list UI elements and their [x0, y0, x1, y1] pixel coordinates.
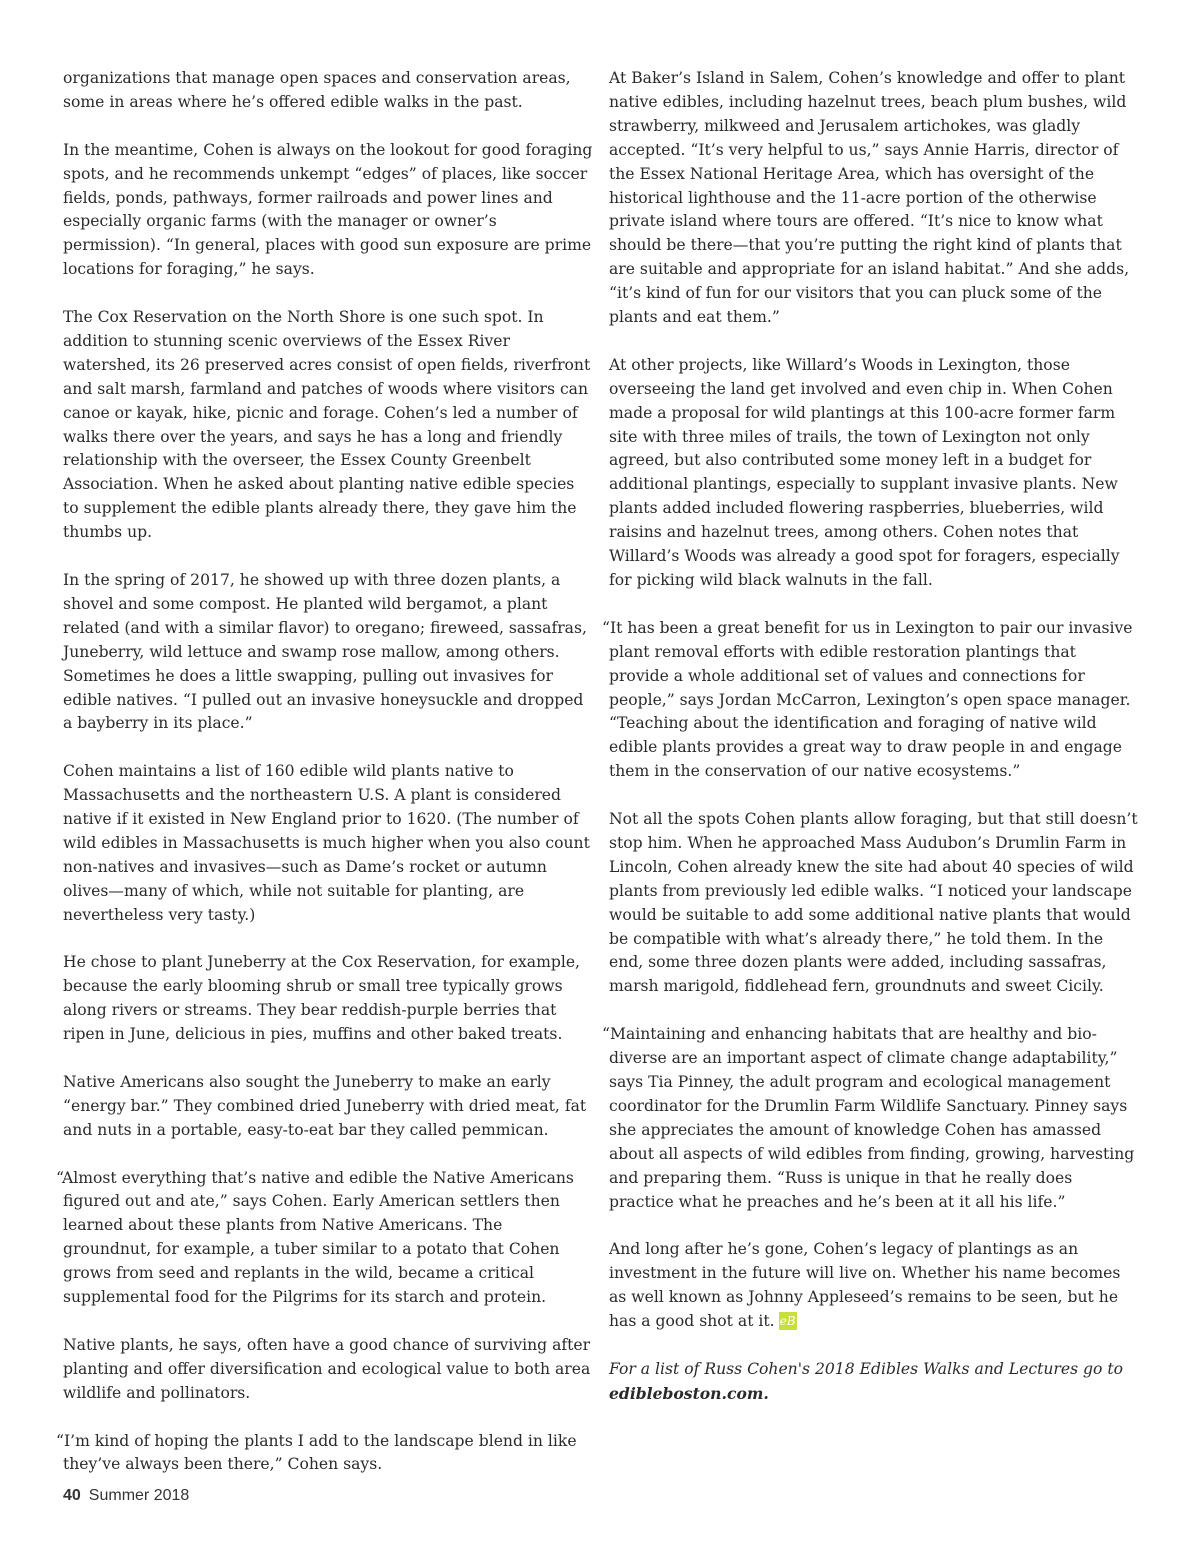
article-right-column: [602, 67, 1139, 1431]
paragraph: At other projects, like Willard’s Woods in Lexington, those overseeing the land get involved and even chip in. When Cohen made a proposal for wild plantings at this 100-acre former farm site with three miles of trails, the town of Lexington not only agreed, but also contributed some money left in a budget for additional plantings, especially to supplant invasive plants. New plants added included flowering raspberries, blueberries, wild raisins and hazelnut trees, among others. Cohen notes that Willard’s Woods was already a good spot for foragers, especially for picking wild black walnuts in the fall.: [609, 355, 1120, 590]
paragraph: organizations that manage open spaces and conservation areas, some in areas where he’s offered edible walks in the past.: [63, 69, 571, 111]
issue-label: Summer 2018: [88, 1487, 190, 1504]
paragraph: Not all the spots Cohen plants allow foraging, but that still doesn’t stop him. When he approached Mass Audubon’s Drumlin Farm in Lincoln, Cohen already knew the site had about 40 species of wild plants from previously led edible walks. “I noticed your landscape would be suitable to add some additional native plants that would be compatible with what’s already there,” he told them. In the end, some three dozen plants were added, including sassafras, marsh marigold, fiddlehead fern, groundnuts and sweet Cicily.: [609, 810, 1138, 996]
paragraph: The Cox Reservation on the North Shore is one such spot. In addition to stunning scenic overviews of the Essex River watershed, its 26 preserved acres consist of open fields, riverfront and salt marsh, farmland and patches of woods where visitors can canoe or kayak, hike, picnic and forage. Cohen’s led a number of walks there over the years, and says he has a long and friendly relationship with the overseer, the Essex County Greenbelt Association. When he asked about planting native edible species to supplement the edible plants already there, they gave him the thumbs up.: [63, 308, 591, 542]
closing-paragraph: [609, 1238, 1139, 1334]
website-link[interactable]: edibleboston.com.: [609, 1383, 769, 1403]
paragraph-text: And long after he’s gone, Cohen’s legacy of plantings as an investment in the future will live on. Whether his name becomes as well known as Johnny Appleseed’s remains to be seen, but he has a good shot at it.: [609, 1240, 1121, 1331]
editor-note: [609, 1358, 1139, 1407]
article-left-column: [56, 67, 593, 1501]
paragraph: “Maintaining and enhancing habitats that are healthy and bio-diverse are an important aspect of climate change adaptability,” says Tia Pinney, the adult program and ecological management coordinator for the Drumlin Farm Wildlife Sanctuary. Pinney says she appreciates the amount of knowledge Cohen has amassed about all aspects of wild edibles from finding, growing, harvesting and preparing them. “Russ is unique in that he really does practice what he preaches and he’s been at it all his life.”: [602, 1025, 1135, 1211]
editor-note-text: For a list of Russ Cohen's 2018 Edibles Walks and Lectures go to: [609, 1359, 1124, 1378]
page-number: 40: [63, 1487, 81, 1504]
paragraph: Native plants, he says, often have a good chance of surviving after planting and offer diversification and ecological value to both area wildlife and pollinators.: [63, 1335, 591, 1402]
paragraph: In the meantime, Cohen is always on the lookout for good foraging spots, and he recommends unkempt “edges” of places, like soccer fields, ponds, pathways, former railroads and power lines and especially organic farms (with the manager or owner’s permission). “In general, places with good sun exposure are prime locations for foraging,” he says.: [63, 140, 593, 279]
paragraph: Cohen maintains a list of 160 edible wild plants native to Massachusetts and the northeastern U.S. A plant is considered native if it existed in New England prior to 1620. (The number of wild edibles in Massachusetts is much higher when you also count non-natives and invasives—such as Dame’s rocket or autumn olives—many of which, while not suitable for planting, are nevertheless very tasty.): [63, 762, 590, 924]
paragraph: “I’m kind of hoping the plants I add to the landscape blend in like they’ve always been there,” Cohen says.: [56, 1431, 577, 1474]
paragraph: Native Americans also sought the Juneberry to make an early “energy bar.” They combined dried Juneberry with dried meat, fat and nuts in a portable, easy-to-eat bar they called pemmican.: [63, 1072, 587, 1139]
page-footer: [63, 1487, 189, 1505]
paragraph: In the spring of 2017, he showed up with three dozen plants, a shovel and some compost. He planted wild bergamot, a plant related (and with a similar flavor) to oregano; fireweed, sassafras, Juneberry, wild lettuce and swamp rose mallow, among others. Sometimes he does a little swapping, pulling out invasives for edible natives. “I pulled out an invasive honeysuckle and dropped a bayberry in its place.”: [63, 570, 587, 733]
paragraph: At Baker’s Island in Salem, Cohen’s knowledge and offer to plant native edibles, including hazelnut trees, beach plum bushes, wild strawberry, milkweed and Jerusalem artichokes, was gladly accepted. “It’s very helpful to us,” says Annie Harris, director of the Essex National Heritage Area, which has oversight of the historical lighthouse and the 11-acre portion of the otherwise private island where tours are offered. “It’s nice to know what should be there—that you’re putting the right kind of plants that are suitable and appropriate for an island habitat.” And she adds, “it’s kind of fun for our visitors that you can pluck some of the plants and eat them.”: [609, 69, 1130, 327]
paragraph: “Almost everything that’s native and edible the Native Americans figured out and ate,” says Cohen. Early American settlers then learned about these plants from Native Americans. The groundnut, for example, a tuber similar to a potato that Cohen grows from seed and replants in the wild, became a critical supplemental food for the Pilgrims for its starch and protein.: [56, 1168, 574, 1307]
paragraph: “It has been a great benefit for us in Lexington to pair our invasive plant removal efforts with edible restoration plantings that provide a whole additional set of values and connections for people,” says Jordan McCarron, Lexington’s open space manager. “Teaching about the identification and foraging of native wild edible plants provides a great way to draw people in and engage them in the conservation of our native ecosystems.”: [602, 618, 1133, 781]
end-mark-icon: eB: [779, 1314, 796, 1329]
paragraph: He chose to plant Juneberry at the Cox Reservation, for example, because the early blooming shrub or small tree typically grows along rivers or streams. They bear reddish-purple berries that ripen in June, delicious in pies, muffins and other baked treats.: [63, 953, 581, 1044]
